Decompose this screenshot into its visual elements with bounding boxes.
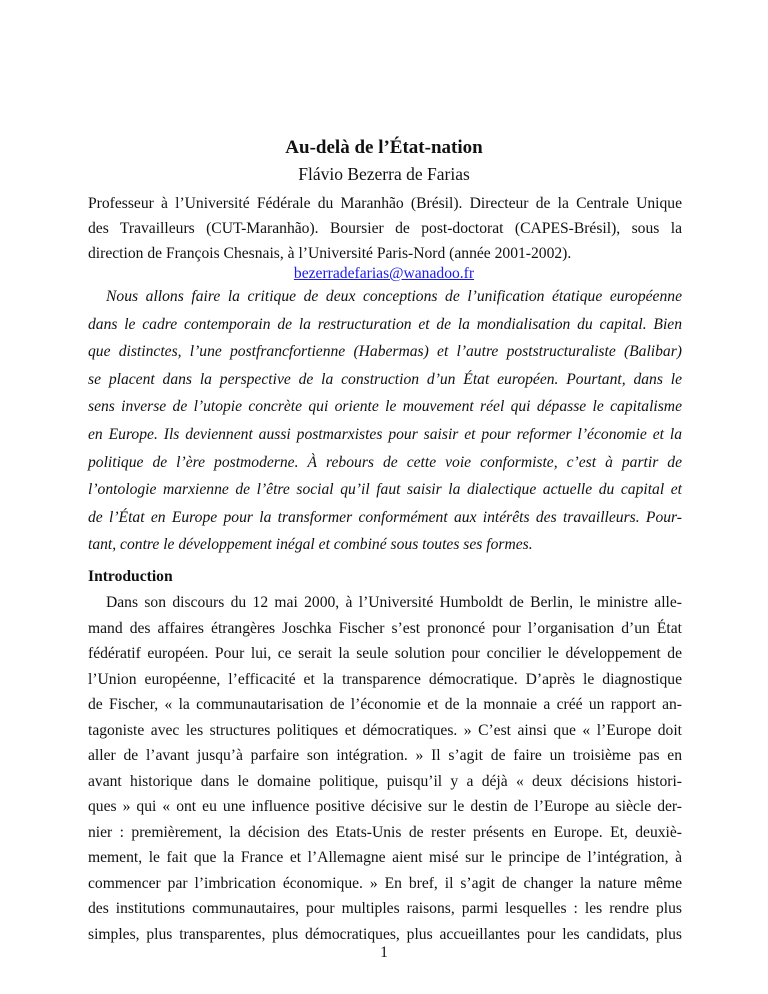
text-line: tant, contre le développement inégal et combiné sous toutes ses formes. [88,536,533,554]
text-line: Nous allons faire la critique de deux conceptions de l’unification étatique européenne [106,288,682,305]
text-line: se placent dans la perspective de la construction d’un État européen. Pourtant, dans le [88,370,682,388]
text-line: Dans son discours du 12 mai 2000, à l’Université Humboldt de Berlin, le ministre alle- [106,594,682,611]
page-number: 1 [380,944,388,961]
text-line: dans le cadre contemporain de la restructuration et de la mondialisation du capital. Bien [88,315,682,333]
text-line: nier : premièrement, la décision des Etats-Unis de rester présents en Europe. Et, deuxiè- [88,823,682,841]
text-line: simples, plus transparentes, plus démocratiques, plus accueillantes pour les candidats, plus [88,925,682,943]
text-line: politique de l’ère postmoderne. À rebours de cette voie conformiste, c’est à partir de [88,453,682,471]
author-name: Flávio Bezerra de Farias [298,164,470,184]
text-line: des Travailleurs (CUT-Maranhão). Boursier de post-doctorat (CAPES-Brésil), sous la [88,220,682,237]
text-line: ques » qui « ont eu une influence positive décisive sur le destin de l’Europe au siècle der- [88,798,682,815]
text-line: des institutions communautaires, pour multiples raisons, parmi lesquelles : les rendre plus [88,900,682,917]
text-line: en Europe. Ils deviennent aussi postmarxistes pour saisir et pour reformer l’économie et la [88,426,682,443]
text-line: l’Union européenne, l’efficacité et la transparence démocratique. D’après le diagnostique [88,670,682,688]
text-line: direction de François Chesnais, à l’Université Paris-Nord (année 2001-2002). [88,245,572,262]
text-line: avant historique dans le domaine politique, puisqu’il y a déjà « deux décisions histori- [88,772,682,790]
text-line: de l’État en Europe pour la transformer conformément aux intérêts des travailleurs. Pour- [88,508,682,526]
text-line: mand des affaires étrangères Joschka Fischer s’est prononcé pour l’organisation d’un État [88,619,682,637]
text-line: mement, le fait que la France et l’Allemagne aient misé sur le principe de l’intégration, à [88,849,682,866]
text-line: l’ontologie marxienne de l’être social qu’il faut saisir la dialectique actuelle du capital et [88,481,682,499]
email-link[interactable]: bezerradefarias@wanadoo.fr [293,265,475,282]
section-heading: Introduction [88,568,173,585]
text-line: tagoniste avec les structures politiques et démocratiques. » C’est ainsi que « l’Europe doit [88,721,682,739]
text-line: fédératif européen. Pour lui, ce serait la seule solution pour concilier le développement de [88,645,682,662]
text-line: aller de l’avant jusqu’à parfaire son intégration. » Il s’agit de faire un troisième pas en [88,747,682,764]
text-line: Professeur à l’Université Fédérale du Maranhão (Brésil). Directeur de la Centrale Unique [88,195,682,212]
document-title: Au-delà de l’État-nation [285,137,483,158]
text-line: sens inverse de l’utopie concrète qui oriente le mouvement réel qui dépasse le capitalisme [88,398,682,416]
text-line: commencer par l’imbrication économique. » En bref, il s’agit de changer la nature même [88,874,682,892]
text-line: que distinctes, l’une postfrancfortienne (Habermas) et l’autre poststructuraliste (Balibar) [88,343,682,361]
text-line: de Fischer, « la communautarisation de l’économie et de la monnaie a créé un rapport an- [88,696,682,713]
